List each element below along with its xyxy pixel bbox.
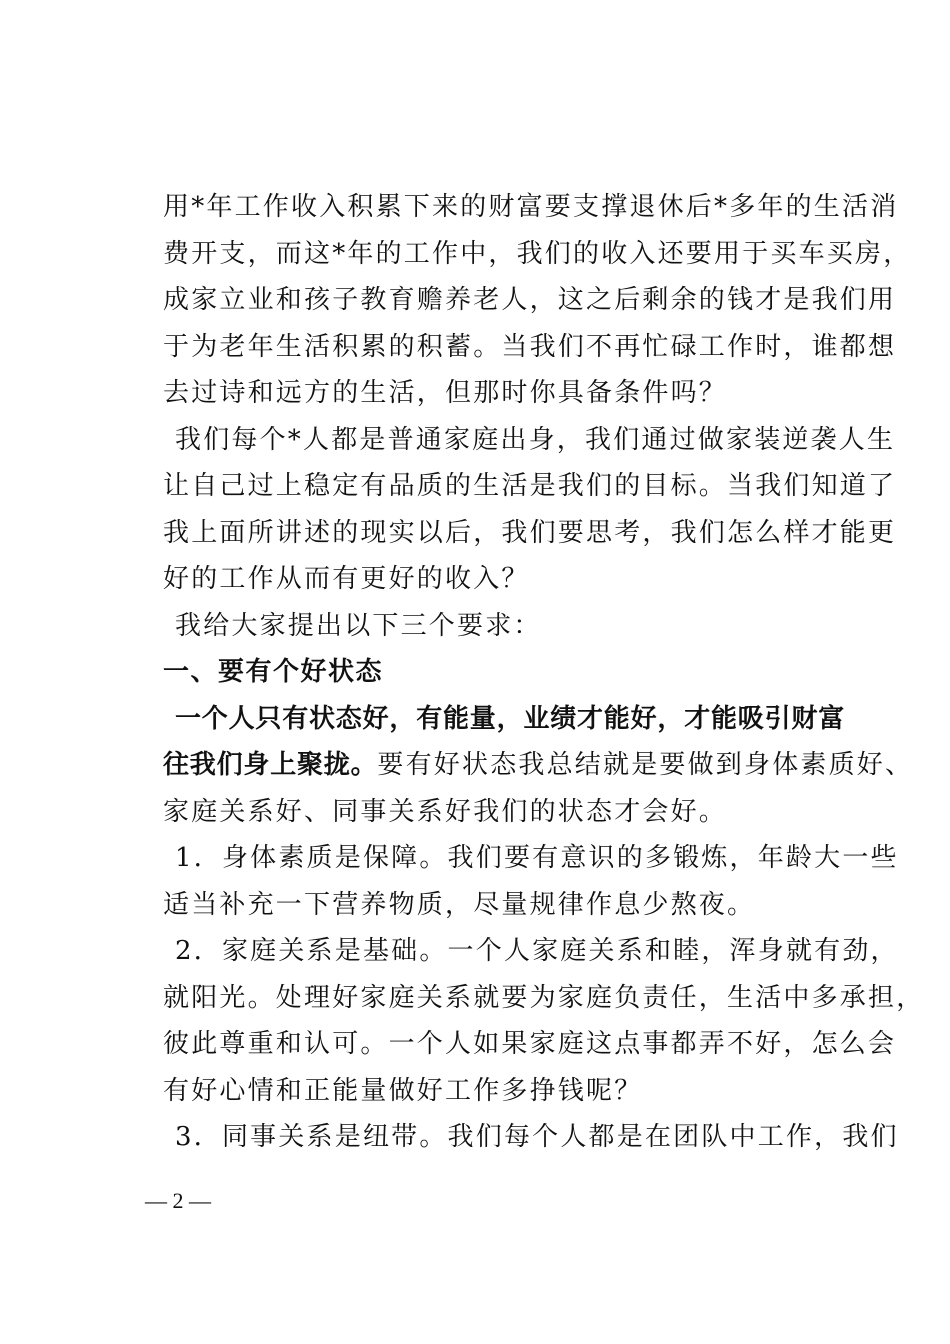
- paragraph-line: 我们每个*人都是普通家庭出身，我们通过做家装逆袭人生: [175, 424, 896, 455]
- list-item-line: 3．同事关系是纽带。我们每个人都是在团队中工作，我们: [175, 1122, 899, 1152]
- emphasis-text: 一个人只有状态好，有能量，业绩才能好，才能吸引财富: [175, 703, 846, 734]
- paragraph-line: [163, 742, 914, 789]
- paragraph-line: 于为老年生活积累的积蓄。当我们不再忙碌工作时，谁都想: [163, 331, 897, 362]
- list-item-line: 彼此尊重和认可。一个人如果家庭这点事都弄不好，怎么会: [163, 1029, 897, 1059]
- page-number: — 2 —: [145, 1188, 211, 1213]
- emphasis-text: 往我们身上聚拢。: [163, 750, 378, 780]
- body-text: [163, 184, 925, 1161]
- paragraph-line: 让自己过上稳定有品质的生活是我们的目标。当我们知道了: [163, 471, 897, 501]
- paragraph-line: 我给大家提出以下三个要求：: [175, 610, 542, 641]
- section-heading: 一、要有个好状态: [163, 657, 384, 687]
- paragraph-line: 去过诗和远方的生活，但那时你具备条件吗？: [163, 378, 728, 408]
- paragraph-line: 用*年工作收入积累下来的财富要支撑退休后*多年的生活消: [163, 192, 899, 222]
- paragraph-line: 好的工作从而有更好的收入？: [163, 564, 530, 594]
- list-item-line: 适当补充一下营养物质，尽量规律作息少熬夜。: [163, 889, 756, 920]
- list-item-line: 2．家庭关系是基础。一个人家庭关系和睦，浑身就有劲，: [175, 936, 899, 966]
- paragraph-line: 费开支，而这*年的工作中，我们的收入还要用于买车买房，: [163, 238, 912, 269]
- paragraph-line: [163, 696, 846, 743]
- body-text-span: 要有好状态我总结就是要做到身体素质好、: [377, 750, 914, 780]
- paragraph-line: 我上面所讲述的现实以后，我们要思考，我们怎么样才能更: [163, 517, 897, 548]
- list-item-line: 就阳光。处理好家庭关系就要为家庭负责任，生活中多承担，: [163, 982, 925, 1013]
- list-item-line: 有好心情和正能量做好工作多挣钱呢？: [163, 1075, 643, 1106]
- list-item-line: 1．身体素质是保障。我们要有意识的多锻炼，年龄大一些: [175, 843, 899, 873]
- paragraph-line: 成家立业和孩子教育赡养老人，这之后剩余的钱才是我们用: [163, 285, 897, 315]
- paragraph-line: 家庭关系好、同事关系好我们的状态才会好。: [163, 796, 728, 827]
